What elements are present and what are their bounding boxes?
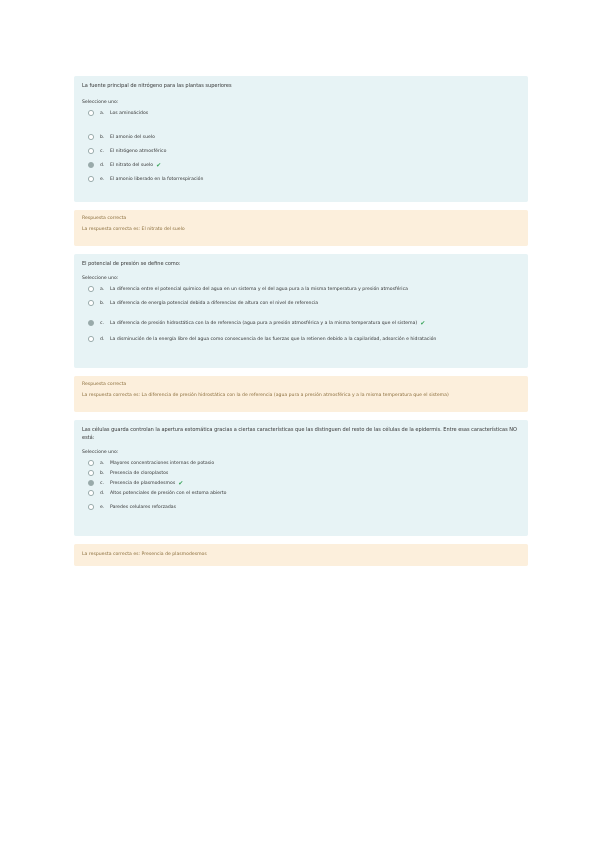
- option-letter: a.: [100, 286, 105, 292]
- option-letter: a.: [100, 460, 105, 466]
- option-letter: e.: [100, 504, 105, 510]
- question-text: La fuente principal de nitrógeno para las plantas superiores: [82, 83, 232, 89]
- option-c[interactable]: [82, 479, 520, 487]
- option-label: La diferencia de energía potencial debida a diferencias de altura con el nivel de referencia: [110, 300, 319, 306]
- radio-button-selected[interactable]: [88, 162, 94, 168]
- option-label: Mayores concentraciones internas de potasio: [110, 460, 215, 466]
- feedback-1: [74, 210, 528, 246]
- radio-button[interactable]: [88, 176, 94, 182]
- question-prompt: Seleccione uno:: [82, 100, 119, 105]
- feedback-title: Respuesta correcta: [82, 216, 127, 221]
- radio-button-selected[interactable]: [88, 320, 94, 326]
- option-d[interactable]: [82, 335, 520, 343]
- radio-button[interactable]: [88, 490, 94, 496]
- option-d[interactable]: [82, 489, 520, 497]
- check-icon: ✔: [178, 479, 184, 487]
- option-label: El amonio liberado en la fotorrespiración: [110, 176, 204, 182]
- feedback-3: [74, 544, 528, 566]
- option-label: Los aminoácidos: [110, 110, 149, 116]
- radio-button[interactable]: [88, 300, 94, 306]
- question-prompt: Seleccione uno:: [82, 276, 119, 281]
- option-letter: b.: [100, 134, 105, 140]
- radio-button[interactable]: [88, 134, 94, 140]
- check-icon: ✔: [420, 319, 426, 327]
- option-c[interactable]: [82, 319, 520, 327]
- option-label: Presencia de plasmodesmos: [110, 480, 176, 486]
- option-d[interactable]: [82, 161, 520, 169]
- question-prompt: Seleccione uno:: [82, 450, 119, 455]
- option-label: Paredes celulares reforzadas: [110, 504, 176, 510]
- option-letter: b.: [100, 470, 105, 476]
- feedback-2: [74, 376, 528, 412]
- option-letter: c.: [100, 320, 104, 326]
- option-b[interactable]: [82, 299, 520, 307]
- option-letter: d.: [100, 336, 105, 342]
- radio-button[interactable]: [88, 504, 94, 510]
- option-b[interactable]: [82, 469, 520, 477]
- feedback-text: La respuesta correcta es: Presencia de plasmodesmos: [82, 552, 207, 557]
- option-label: La diferencia entre el potencial químico del agua en un sistema y el del agua pura a la misma temperatura y presión atmosférica: [110, 286, 408, 292]
- feedback-title: Respuesta correcta: [82, 382, 127, 387]
- option-label: El amonio del suelo: [110, 134, 155, 140]
- option-letter: e.: [100, 176, 105, 182]
- option-b[interactable]: [82, 133, 520, 141]
- option-e[interactable]: [82, 503, 520, 511]
- option-letter: a.: [100, 110, 105, 116]
- option-label: La diferencia de presión hidrostática con la de referencia (agua pura a presión atmosférica y a la misma temperatura que el sistema): [110, 320, 418, 326]
- question-text: El potencial de presión se define como:: [82, 261, 181, 267]
- radio-button[interactable]: [88, 110, 94, 116]
- option-letter: b.: [100, 300, 105, 306]
- option-label: La disminución de la energía libre del agua como consecuencia de las fuerzas que la retienen debido a la capilaridad, adsorción e hidratación: [110, 336, 437, 342]
- radio-button[interactable]: [88, 148, 94, 154]
- radio-button[interactable]: [88, 470, 94, 476]
- option-a[interactable]: [82, 285, 520, 293]
- option-c[interactable]: [82, 147, 520, 155]
- radio-button[interactable]: [88, 460, 94, 466]
- radio-button[interactable]: [88, 336, 94, 342]
- radio-button-selected[interactable]: [88, 480, 94, 486]
- feedback-text: La respuesta correcta es: La diferencia de presión hidrostática con la de referencia (agua pura a presión atmosférica y a la misma temperatura que el sistema): [82, 393, 449, 398]
- option-letter: c.: [100, 480, 104, 486]
- option-label: El nitrógeno atmosférico: [110, 148, 167, 154]
- feedback-text: La respuesta correcta es: El nitrato del suelo: [82, 227, 185, 232]
- option-letter: d.: [100, 162, 105, 168]
- option-e[interactable]: [82, 175, 520, 183]
- option-a[interactable]: [82, 109, 520, 117]
- question-text: Las células guarda controlan la apertura estomática gracias a ciertas características que las distinguen del resto de las células de la epidermis. Entre esas características NO está:: [82, 427, 517, 441]
- radio-button[interactable]: [88, 286, 94, 292]
- question-1: [74, 76, 528, 202]
- option-letter: d.: [100, 490, 105, 496]
- option-label: El nitrato del suelo: [110, 162, 154, 168]
- check-icon: ✔: [156, 161, 162, 169]
- question-3: [74, 420, 528, 536]
- question-2: [74, 254, 528, 368]
- option-letter: c.: [100, 148, 104, 154]
- option-label: Altos potenciales de presión con el estoma abierto: [110, 490, 227, 496]
- option-label: Presencia de cloroplastos: [110, 470, 169, 476]
- option-a[interactable]: [82, 459, 520, 467]
